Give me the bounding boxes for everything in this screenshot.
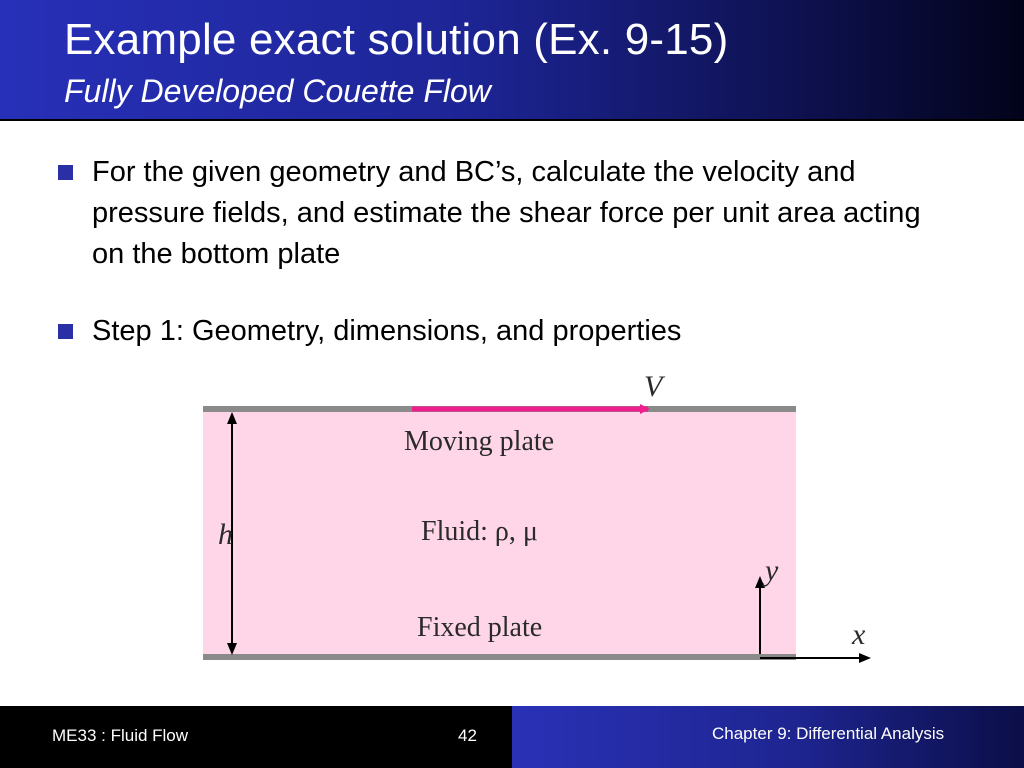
square-bullet-icon: [58, 324, 73, 339]
height-label: h: [218, 518, 233, 551]
bullet-item-step-1: [58, 311, 958, 352]
chapter-label: Chapter 9: Differential Analysis: [712, 724, 945, 743]
velocity-label: V: [644, 372, 663, 403]
x-axis-label: x: [852, 618, 866, 651]
fixed-plate: [203, 654, 796, 660]
diagram-svg: [180, 372, 900, 672]
title-bar: [0, 0, 1024, 121]
slide-subtitle: Fully Developed Couette Flow: [64, 73, 491, 109]
footer-left: [0, 706, 512, 768]
square-bullet-icon: [58, 165, 73, 180]
page-number: 42: [458, 726, 477, 745]
footer-right: [512, 706, 1024, 768]
bullet-text: For the given geometry and BC’s, calculate the velocity and pressure fields, and estimate the shear force per unit area acting on the bottom plate: [92, 156, 921, 270]
bullet-item-problem-statement: [58, 152, 958, 275]
bullet-text: Step 1: Geometry, dimensions, and properties: [92, 315, 682, 347]
couette-flow-diagram: [180, 372, 900, 672]
fluid-label: Fluid: ρ, μ: [421, 516, 538, 547]
y-axis-label: y: [765, 554, 779, 587]
fixed-plate-label: Fixed plate: [417, 612, 543, 643]
slide-title: Example exact solution (Ex. 9-15): [64, 15, 729, 64]
moving-plate-label: Moving plate: [404, 426, 555, 457]
course-label: ME33 : Fluid Flow: [52, 726, 189, 745]
bullet-list: [58, 152, 958, 352]
